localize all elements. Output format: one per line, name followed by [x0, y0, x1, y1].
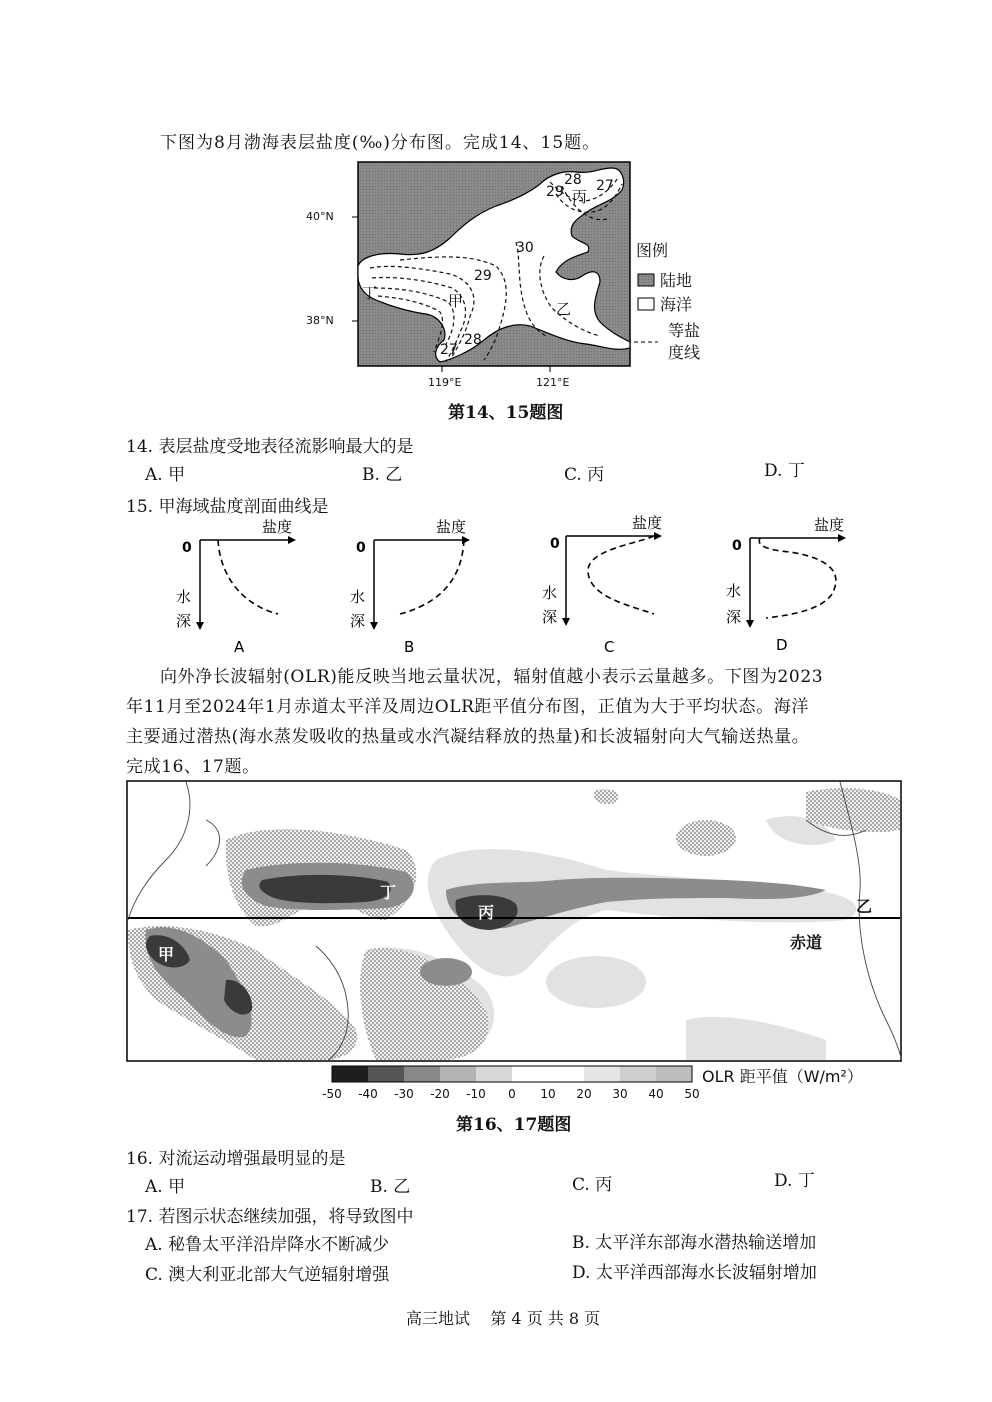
map2-label-equator: 赤道	[790, 933, 823, 952]
colorbar-tick-7: 20	[576, 1087, 592, 1101]
lon-label-119e: 119°E	[428, 376, 462, 389]
profile-d-y2: 深	[726, 608, 742, 626]
profile-d-axis-x: 盐度	[814, 516, 845, 534]
q14-option-c: C. 丙	[564, 465, 605, 485]
legend-land-swatch	[638, 274, 654, 286]
q16-option-b: B. 乙	[370, 1177, 411, 1197]
legend-ocean-swatch	[638, 298, 654, 310]
legend-land-label: 陆地	[660, 271, 693, 290]
q17-option-b: B. 太平洋东部海水潜热输送增加	[572, 1233, 817, 1253]
profile-a-zero: 0	[182, 540, 192, 556]
profile-d	[720, 512, 870, 662]
q15-stem: 15. 甲海域盐度剖面曲线是	[126, 497, 329, 517]
q14-option-a: A. 甲	[145, 465, 186, 485]
colorbar-tick-2: -30	[394, 1087, 414, 1101]
profile-a-axis-x: 盐度	[262, 518, 293, 536]
colorbar-tick-8: 30	[612, 1087, 628, 1101]
intro-text-14-15: 下图为8月渤海表层盐度(‰)分布图。完成14、15题。	[160, 133, 601, 153]
colorbar-tick-0: -50	[322, 1087, 342, 1101]
intro2-line2: 年11月至2024年1月赤道太平洋及周边OLR距平值分布图，正值为大于平均状态。海洋	[126, 697, 809, 717]
profile-c-y2: 深	[542, 608, 558, 626]
q14-option-d: D. 丁	[764, 461, 805, 481]
isoline-label-27-top: 27	[596, 178, 614, 194]
colorbar-title: OLR 距平值（W/m²）	[702, 1067, 863, 1086]
isoline-label-29-top: 29	[546, 184, 564, 200]
q14-option-b: B. 乙	[362, 465, 403, 485]
intro2-line1: 向外净长波辐射(OLR)能反映当地云量状况，辐射值越小表示云量越多。下图为2023	[160, 667, 824, 687]
profile-a-label: A	[234, 638, 245, 656]
profile-b	[344, 514, 494, 664]
profile-a	[170, 514, 320, 664]
profile-d-label: D	[776, 636, 788, 654]
legend-isoline-label-1: 等盐	[668, 321, 701, 340]
region-label-bing: 丙	[572, 188, 588, 206]
q16-stem: 16. 对流运动增强最明显的是	[126, 1149, 346, 1169]
region-label-yi: 乙	[556, 300, 572, 318]
intro2-line3: 主要通过潜热(海水蒸发吸收的热量或水汽凝结释放的热量)和长波辐射向大气输送热量。	[126, 727, 810, 747]
profile-b-label: B	[404, 638, 415, 656]
profile-b-y1: 水	[350, 588, 366, 606]
colorbar-tick-10: 50	[684, 1087, 700, 1101]
isoline-label-29-mid: 29	[474, 268, 492, 284]
profile-b-zero: 0	[356, 540, 366, 556]
profile-c-zero: 0	[550, 536, 560, 552]
colorbar-tick-9: 40	[648, 1087, 664, 1101]
q16-option-c: C. 丙	[572, 1175, 613, 1195]
colorbar-tick-3: -20	[430, 1087, 450, 1101]
region-label-jia: 甲	[448, 292, 464, 310]
q16-option-a: A. 甲	[145, 1177, 186, 1197]
profile-c-label: C	[604, 638, 615, 656]
olr-colorbar	[316, 1064, 916, 1104]
lat-label-38n: 38°N	[306, 314, 334, 327]
map2-caption: 第16、17题图	[456, 1115, 572, 1135]
colorbar-tick-5: 0	[508, 1087, 516, 1101]
isoline-label-28-top: 28	[564, 172, 582, 188]
intro2-line4: 完成16、17题。	[126, 757, 260, 777]
legend-isoline-label-2: 度线	[668, 343, 701, 362]
colorbar-tick-1: -40	[358, 1087, 378, 1101]
profile-a-y2: 深	[176, 612, 192, 630]
profile-d-zero: 0	[732, 538, 742, 554]
bohai-salinity-map	[300, 156, 720, 396]
region-label-ding: 丁	[362, 284, 378, 302]
q17-stem: 17. 若图示状态继续加强，将导致图中	[126, 1207, 414, 1227]
map2-label-yi: 乙	[856, 897, 873, 916]
colorbar-tick-4: -10	[466, 1087, 486, 1101]
isoline-label-30: 30	[516, 240, 534, 256]
map2-label-jia: 甲	[158, 945, 175, 964]
isoline-label-27-bottom: 27	[440, 342, 458, 358]
q17-option-a: A. 秘鲁太平洋沿岸降水不断减少	[145, 1235, 390, 1255]
map2-label-bing: 丙	[478, 903, 495, 922]
profile-c-y1: 水	[542, 584, 558, 602]
profile-a-y1: 水	[176, 588, 192, 606]
map1-caption: 第14、15题图	[448, 403, 564, 423]
profile-b-y2: 深	[350, 612, 366, 630]
legend-ocean-label: 海洋	[660, 295, 693, 314]
profile-c-axis-x: 盐度	[632, 514, 663, 532]
profile-c	[536, 510, 686, 660]
lat-label-40n: 40°N	[306, 210, 334, 223]
legend-title: 图例	[636, 241, 669, 260]
profile-d-y1: 水	[726, 582, 742, 600]
q17-option-c: C. 澳大利亚北部大气逆辐射增强	[145, 1265, 390, 1285]
colorbar-tick-6: 10	[540, 1087, 556, 1101]
page-footer: 高三地试 第 4 页 共 8 页	[406, 1309, 601, 1328]
q17-option-d: D. 太平洋西部海水长波辐射增加	[572, 1263, 817, 1283]
olr-anomaly-map	[126, 780, 902, 1062]
lon-label-121e: 121°E	[536, 376, 570, 389]
map2-label-ding: 丁	[380, 883, 397, 902]
profile-b-axis-x: 盐度	[436, 518, 467, 536]
q16-option-d: D. 丁	[774, 1171, 815, 1191]
isoline-label-28-bottom: 28	[464, 332, 482, 348]
q14-stem: 14. 表层盐度受地表径流影响最大的是	[126, 437, 414, 457]
